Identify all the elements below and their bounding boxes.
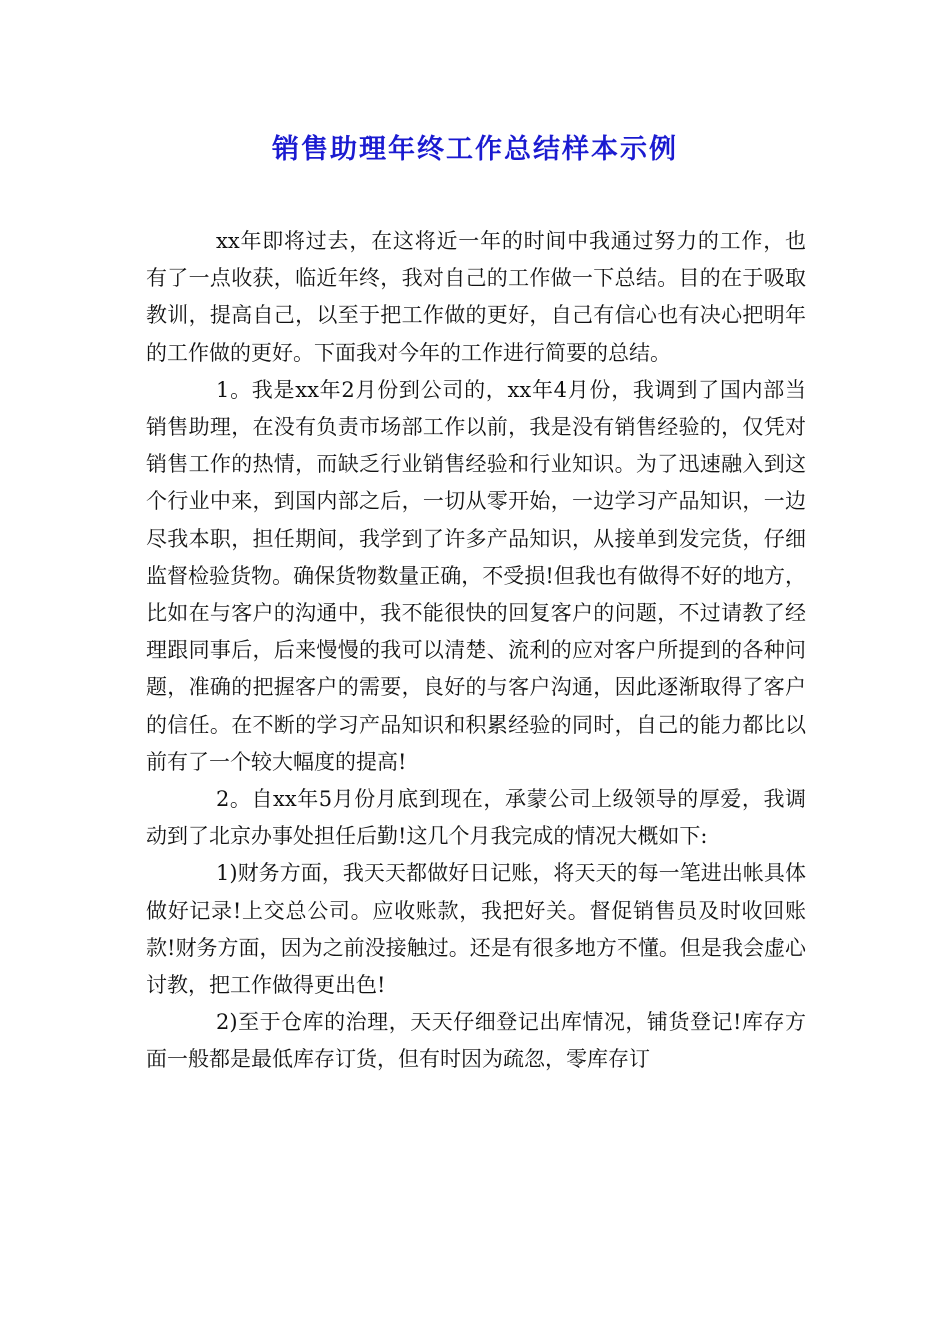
paragraph-finance: 1)财务方面，我天天都做好日记账，将天天的每一笔进出帐具体做好记录!上交总公司。应收账款，我把好关。督促销售员及时收回账款!财务方面，因为之前没接触过。还是有很多地方不懂。但是我会虚心讨教，把工作做得更出色! (146, 861, 806, 998)
paragraph-item-2: 2。自xx年5月份月底到现在，承蒙公司上级领导的厚爱，我调动到了北京办事处担任后勤!这几个月我完成的情况大概如下: (146, 787, 806, 849)
paragraph-item-1: 1。我是xx年2月份到公司的，xx年4月份，我调到了国内部当销售助理，在没有负责市场部工作以前，我是没有销售经验的，仅凭对销售工作的热情，而缺乏行业销售经验和行业知识。为了迅速融入到这个行业中来，到国内部之后，一切从零开始，一边学习产品知识，一边尽我本职，担任期间，我学到了许多产品知识，从接单到发完货，仔细监督检验货物。确保货物数量正确，不受损!但我也有做得不好的地方，比如在与客户的沟通中，我不能很快的回复客户的问题，不过请教了经理跟同事后，后来慢慢的我可以清楚、流利的应对客户所提到的各种问题，准确的把握客户的需要，良好的与客户沟通，因此逐渐取得了客户的信任。在不断的学习产品知识和积累经验的同时，自己的能力都比以前有了一个较大幅度的提高! (146, 377, 806, 774)
paragraph-warehouse: 2)至于仓库的治理，天天仔细登记出库情况，铺货登记!库存方面一般都是最低库存订货，但有时因为疏忽，零库存订 (146, 1010, 806, 1072)
document-body (146, 223, 806, 1079)
paragraph-intro: xx年即将过去，在这将近一年的时间中我通过努力的工作，也有了一点收获，临近年终，我对自己的工作做一下总结。目的在于吸取教训，提高自己，以至于把工作做的更好，自己有信心也有决心把明年的工作做的更好。下面我对今年的工作进行简要的总结。 (146, 229, 806, 365)
document-title: 销售助理年终工作总结样本示例 (272, 134, 678, 165)
